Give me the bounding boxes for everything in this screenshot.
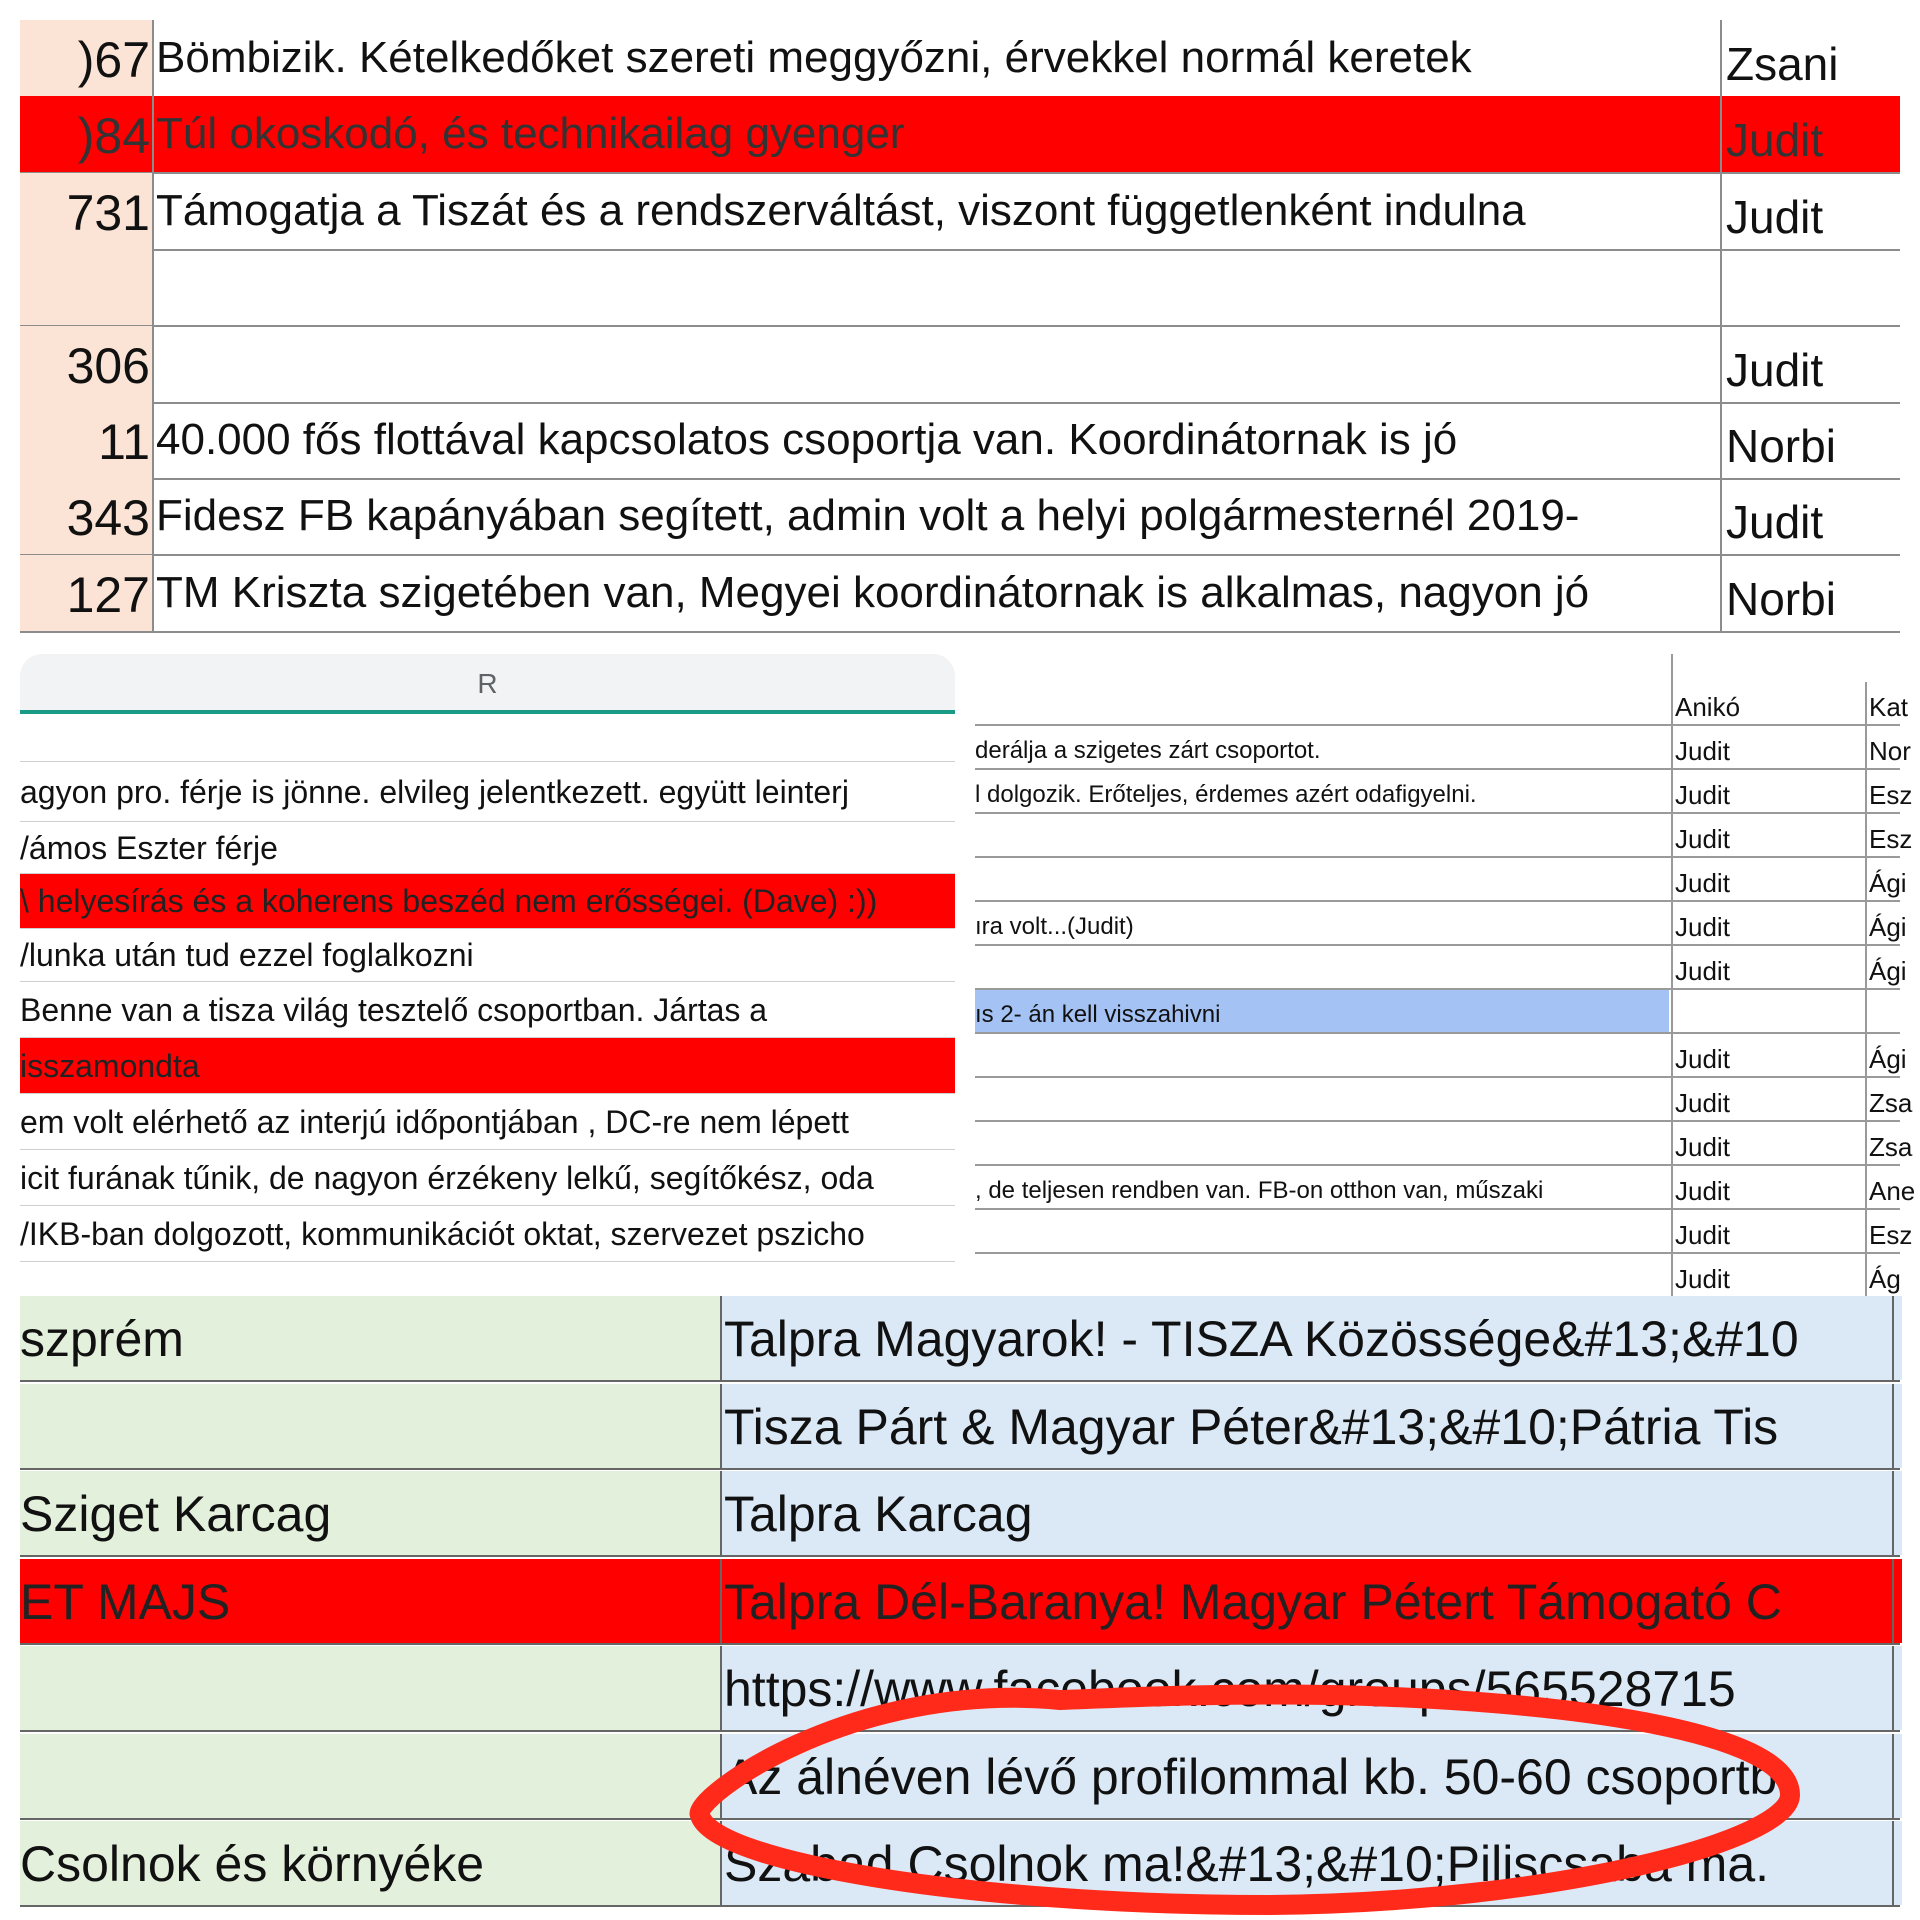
assignee-cell[interactable]: Norbi	[1726, 420, 1836, 472]
location-cell[interactable]	[20, 1646, 722, 1730]
note-cell[interactable]: ıra volt...(Judit)	[975, 913, 1134, 940]
group-cell[interactable]: https://www.facebook.com/groups/565528715	[722, 1646, 1894, 1730]
interviewer-cell[interactable]: Judit	[1671, 1078, 1867, 1120]
assignee-cell[interactable]: Judit	[1726, 343, 1824, 396]
table-row[interactable]	[975, 1254, 1900, 1298]
id-cell-text: 731	[66, 184, 150, 241]
interviewer-cell[interactable]: Judit	[1671, 1254, 1867, 1296]
next-column-cell[interactable]	[1892, 1734, 1902, 1818]
coordinator-cell[interactable]: Ági	[1865, 1034, 1904, 1076]
spreadsheet-panel-middle-left	[20, 654, 955, 1254]
comment-cell[interactable]: Fidesz FB kapányában segített, admin volt a helyi polgármesternél 2019-	[154, 478, 1722, 554]
comment-cell[interactable]: TM Kriszta szigetében van, Megyei koordinátornak is alkalmas, nagyon jó	[154, 555, 1722, 631]
note-cell[interactable]: , de teljesen rendben van. FB-on otthon van, műszaki	[975, 1177, 1544, 1204]
table-row[interactable]: icit furának tűnik, de nagyon érzékeny lelkű, segítőkész, oda	[20, 1150, 955, 1206]
interviewer-cell[interactable]	[1671, 990, 1867, 1032]
coordinator-cell[interactable]: Esz	[1865, 814, 1904, 856]
table-row[interactable]	[975, 1166, 1916, 1210]
note-cell[interactable]: l dolgozik. Erőteljes, érdemes azért odafigyelni.	[975, 781, 1477, 808]
comment-cell[interactable]	[154, 326, 1722, 402]
comment-cell[interactable]: 40.000 fős flottával kapcsolatos csoportja van. Koordinátornak is jó	[154, 402, 1722, 478]
table-row[interactable]	[975, 1078, 1913, 1122]
coordinator-cell[interactable]: Nor	[1865, 726, 1904, 768]
coordinator-cell[interactable]: Ane	[1865, 1166, 1904, 1208]
table-row[interactable]	[20, 1646, 1900, 1732]
table-row[interactable]	[20, 555, 1900, 633]
column-divider	[1671, 654, 1673, 682]
next-column-cell[interactable]	[1892, 1559, 1902, 1643]
table-row[interactable]	[20, 1471, 1900, 1557]
coordinator-cell[interactable]: Ági	[1865, 946, 1904, 988]
note-cell[interactable]	[975, 814, 1669, 856]
column-header-r[interactable]: R	[20, 654, 955, 714]
location-cell[interactable]: ET MAJS	[20, 1559, 722, 1643]
comment-cell[interactable]: Túl okoskodó, és technikailag gyenger	[154, 96, 1722, 172]
table-row[interactable]	[20, 1559, 1900, 1645]
interviewer-cell[interactable]: Judit	[1671, 1122, 1867, 1164]
table-row[interactable]: /IKB-ban dolgozott, kommunikációt oktat, szervezet pszicho	[20, 1206, 955, 1262]
note-cell[interactable]	[975, 946, 1669, 988]
table-row[interactable]: em volt elérhető az interjú időpontjában , DC-re nem lépett	[20, 1094, 955, 1150]
interviewer-cell[interactable]: Judit	[1671, 726, 1867, 768]
location-cell[interactable]	[20, 1734, 722, 1818]
interviewer-cell[interactable]: Judit	[1671, 814, 1867, 856]
table-row[interactable]	[975, 682, 1909, 726]
id-cell-text: 127	[66, 566, 150, 623]
table-row[interactable]	[20, 402, 1900, 480]
group-cell[interactable]: Talpra Dél-Baranya! Magyar Pétert Támogató C	[722, 1559, 1894, 1643]
table-row[interactable]	[975, 946, 1907, 990]
coordinator-cell[interactable]: Zsa	[1865, 1078, 1904, 1120]
table-row[interactable]	[20, 1296, 1900, 1382]
note-cell[interactable]	[975, 1034, 1669, 1076]
note-cell[interactable]	[975, 1078, 1669, 1120]
next-column-cell[interactable]	[1892, 1384, 1902, 1468]
coordinator-cell[interactable]: Esz	[1865, 1210, 1904, 1252]
table-row[interactable]	[975, 990, 1900, 1034]
assignee-cell[interactable]: Judit	[1726, 114, 1824, 167]
assignee-cell[interactable]	[1724, 255, 1902, 325]
group-cell[interactable]: Szabad Csolnok ma!&#13;&#10;Piliscsaba ma.	[722, 1821, 1894, 1905]
comment-cell[interactable]: Támogatja a Tiszát és a rendszerváltást, viszont függetlenként indulna	[154, 173, 1722, 249]
table-row[interactable]	[20, 1384, 1900, 1470]
note-cell[interactable]: derálja a szigetes zárt csoportot.	[975, 737, 1321, 764]
table-row[interactable]	[20, 20, 1900, 98]
spreadsheet-panel-top	[20, 20, 1900, 632]
coordinator-cell[interactable]: Ági	[1865, 858, 1904, 900]
table-row[interactable]	[975, 902, 1907, 946]
interviewer-cell[interactable]: Judit	[1671, 1034, 1867, 1076]
table-row[interactable]	[20, 478, 1900, 556]
table-row[interactable]	[20, 1734, 1900, 1820]
table-row[interactable]	[20, 714, 955, 762]
table-row[interactable]: /ámos Eszter férje	[20, 822, 955, 874]
note-cell[interactable]: ıs 2- án kell visszahivni	[975, 990, 1669, 1032]
note-cell[interactable]	[975, 1254, 1669, 1296]
next-column-cell[interactable]	[1892, 1296, 1902, 1380]
table-row[interactable]: isszamondta	[20, 1038, 955, 1094]
assignee-cell[interactable]: Judit	[1726, 496, 1824, 549]
table-row[interactable]	[975, 1034, 1907, 1078]
next-column-cell[interactable]	[1892, 1821, 1902, 1905]
note-cell[interactable]	[975, 682, 1669, 724]
id-cell-text: 306	[66, 337, 150, 394]
table-row[interactable]	[975, 858, 1907, 902]
id-cell-text: )84	[77, 108, 150, 165]
coordinator-cell[interactable]: Ág	[1865, 1254, 1904, 1296]
id-cell-text: )67	[77, 32, 150, 88]
group-cell[interactable]: Tisza Párt & Magyar Péter&#13;&#10;Pátria Tis	[722, 1384, 1894, 1468]
id-cell[interactable]	[20, 20, 154, 96]
assignee-cell[interactable]: Zsani	[1726, 38, 1839, 90]
id-cell[interactable]	[20, 478, 154, 554]
coordinator-cell[interactable]: Kat	[1865, 682, 1904, 724]
interviewer-cell[interactable]: Anikó	[1671, 682, 1867, 724]
coordinator-cell[interactable]: Zsa	[1865, 1122, 1904, 1164]
interviewer-cell[interactable]: Judit	[1671, 1166, 1867, 1208]
location-cell[interactable]: Sziget Karcag	[20, 1471, 722, 1555]
note-cell[interactable]	[975, 1210, 1669, 1252]
coordinator-cell[interactable]: Ági	[1865, 902, 1904, 944]
table-row[interactable]	[20, 1821, 1900, 1907]
spreadsheet-panel-bottom	[20, 1296, 1900, 1900]
assignee-cell[interactable]: Judit	[1726, 190, 1824, 243]
id-cell[interactable]	[20, 326, 154, 402]
next-column-cell[interactable]	[1892, 1471, 1902, 1555]
id-cell[interactable]	[20, 555, 154, 631]
table-row[interactable]: agyon pro. férje is jönne. elvileg jelentkezett. együtt leinterj	[20, 762, 955, 822]
table-row[interactable]	[975, 726, 1911, 770]
table-row[interactable]: /lunka után tud ezzel foglalkozni	[20, 929, 955, 982]
interviewer-cell[interactable]: Judit	[1671, 902, 1867, 944]
table-row[interactable]	[975, 1122, 1913, 1166]
id-cell[interactable]	[20, 173, 154, 249]
coordinator-cell[interactable]: Esz	[1865, 770, 1904, 812]
id-cell[interactable]	[20, 402, 154, 478]
id-cell-text: 11	[98, 414, 150, 470]
next-column-cell[interactable]	[1892, 1646, 1902, 1730]
location-cell[interactable]: Csolnok és környéke	[20, 1821, 722, 1905]
location-cell[interactable]: szprém	[20, 1296, 722, 1380]
table-row[interactable]	[20, 96, 1900, 174]
table-row[interactable]: \ helyesírás és a koherens beszéd nem erősségei. (Dave) :))	[20, 874, 955, 929]
id-cell[interactable]	[20, 96, 154, 172]
coordinator-cell[interactable]	[1865, 990, 1904, 1032]
interviewer-cell[interactable]: Judit	[1671, 946, 1867, 988]
spreadsheet-panel-middle-right	[975, 654, 1916, 1294]
assignee-cell[interactable]: Norbi	[1726, 572, 1836, 625]
table-row[interactable]	[975, 814, 1913, 858]
table-row[interactable]	[975, 770, 1913, 814]
interviewer-cell[interactable]: Judit	[1671, 1210, 1867, 1252]
interviewer-cell[interactable]: Judit	[1671, 770, 1867, 812]
table-row[interactable]	[20, 326, 1900, 404]
group-cell[interactable]: Az álnéven lévő profilommal kb. 50-60 csoportb	[722, 1734, 1894, 1818]
interviewer-cell[interactable]: Judit	[1671, 858, 1867, 900]
table-row[interactable]	[975, 1210, 1913, 1254]
table-row[interactable]: Benne van a tisza világ tesztelő csoportban. Jártas a	[20, 982, 955, 1038]
comment-cell[interactable]: Bömbizik. Kételkedőket szereti meggyőzni, érvekkel normál keretek	[154, 20, 1722, 96]
table-row[interactable]	[20, 173, 1900, 251]
note-cell[interactable]	[975, 858, 1669, 900]
comment-cell[interactable]	[154, 249, 1722, 325]
group-cell[interactable]: Talpra Karcag	[722, 1471, 1894, 1555]
id-cell[interactable]	[20, 249, 154, 325]
note-cell[interactable]	[975, 1122, 1669, 1164]
table-row[interactable]	[20, 249, 1900, 327]
group-cell[interactable]: Talpra Magyarok! - TISZA Közössége&#13;&#10	[722, 1296, 1894, 1380]
location-cell[interactable]	[20, 1384, 722, 1468]
id-cell-text: 343	[66, 490, 150, 547]
